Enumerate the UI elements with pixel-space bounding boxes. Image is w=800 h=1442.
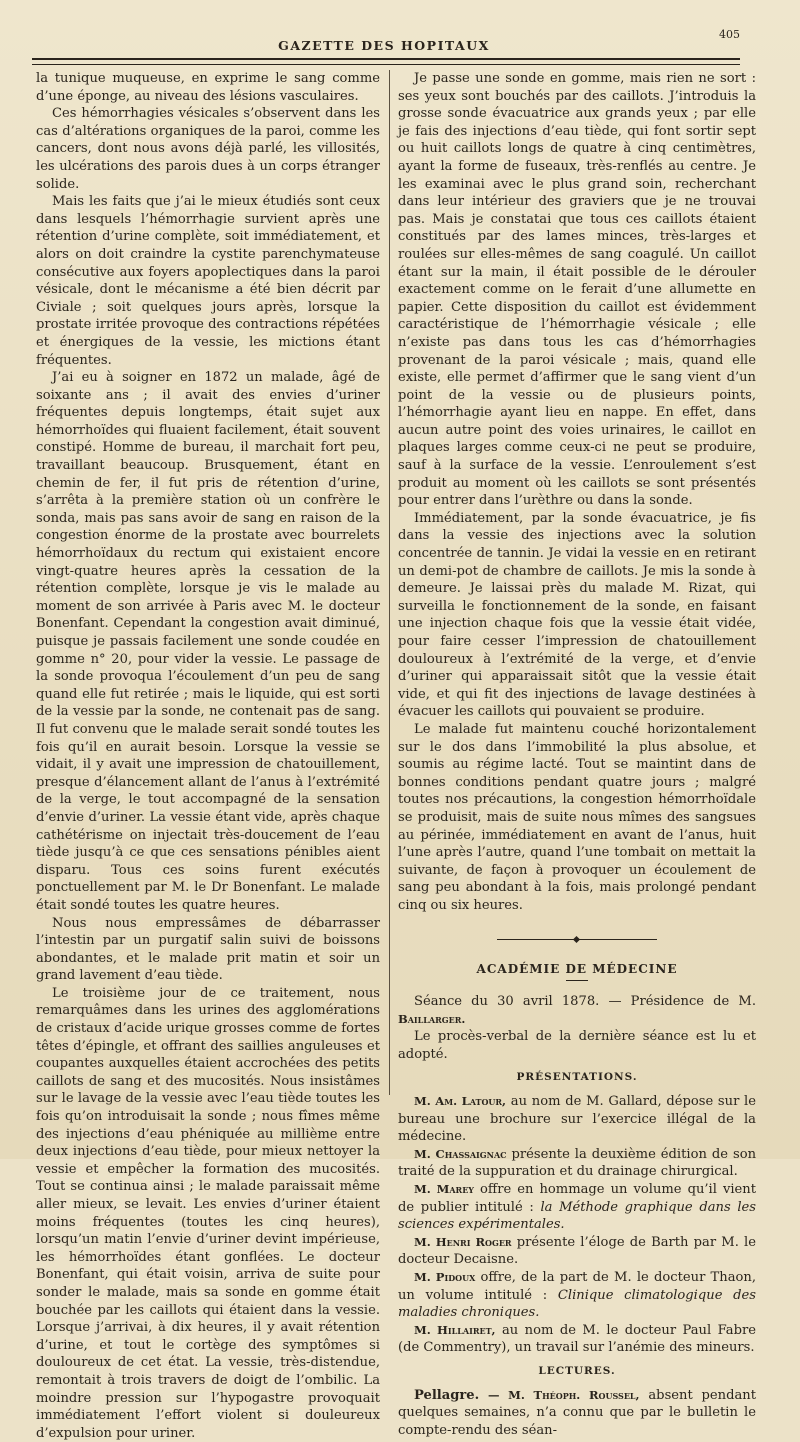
- lecture-item: [398, 1387, 756, 1440]
- separator-ornament: [573, 935, 580, 942]
- presentation-text: présente la deuxième édition de son traité de la suppuration et du drainage chirurgical.: [398, 1146, 757, 1180]
- presenter-name: M. Am. Latour,: [414, 1094, 507, 1109]
- presenter-name: M. Chassaignac: [414, 1146, 507, 1161]
- presentation-item: [398, 1093, 756, 1146]
- presenter-name: M. Marey: [414, 1182, 474, 1197]
- presenter-name: M. Henri Roger: [414, 1234, 512, 1249]
- page-number: 405: [719, 28, 740, 41]
- paragraph: Immédiatement, par la sonde évacuatrice, je fis dans la vessie des injections avec la solution concentrée de tannin. Je vidai la vessie en en retirant un demi-pot de chambre de caillots. Je mis la sonde à demeure. Je laissai près du malade M. Rizat, qui surveilla le fonctionnement de la sonde, en faisant une injection chaque fois que la vessie était vidée, pour faire cesser l’impression de chatouillement douloureux à l’extrémité de la verge, et d’envie d’uriner qui apparaissait sitôt que la vessie était vide, et qui fit des injections de lavage destinées à évacuer les caillots qui pouvaient se produire.: [398, 510, 756, 720]
- proces-verbal: Le procès-verbal de la dernière séance est lu et adopté.: [398, 1029, 756, 1062]
- heading-dash: [566, 980, 588, 981]
- header-rule-thin: [32, 64, 740, 65]
- president-name: Baillarger.: [398, 1011, 466, 1026]
- presenter-name: M. Pidoux: [414, 1270, 476, 1284]
- presentation-item: [398, 1322, 756, 1357]
- presentation-text: au nom de M. Gallard, dépose sur le bureau une brochure sur l’exercice illégal de la médecine.: [398, 1094, 756, 1145]
- left-column: [36, 70, 380, 1442]
- book-title: la Méthode graphique dans les sciences expérimentales.: [398, 1199, 756, 1233]
- presentation-item: [398, 1146, 756, 1181]
- book-title: Clinique climatologique des maladies chroniques.: [398, 1287, 756, 1321]
- seance-line: [398, 993, 756, 1028]
- presentation-item: [398, 1269, 756, 1322]
- lecture-text: absent pendant quelques semaines, n’a connu que par le bulletin le compte-rendu des séan-: [398, 1387, 756, 1438]
- paragraph: Ces hémorrhagies vésicales s’observent dans les cas d’altérations organiques de la paroi, comme les cancers, dont nous avons déjà parlé, les villosités, les ulcérations des parois dues à un corps étranger solide.: [36, 106, 380, 192]
- paragraph: Nous nous empressâmes de débarrasser l’intestin par un purgatif salin suivi de boissons abondantes, et le malade prit matin et soir un grand lavement d’eau tiède.: [36, 915, 380, 984]
- presentation-text: offre en hommage un volume qu’il vient de publier intitulé :: [398, 1182, 756, 1215]
- section-heading: ACADÉMIE DE MÉDECINE: [476, 961, 678, 976]
- presentation-text: présente l’éloge de Barth par M. le docteur Decaisne.: [398, 1234, 756, 1268]
- presentation-item: [398, 1181, 756, 1234]
- presenter-name: M. Hillairet,: [414, 1322, 496, 1337]
- paragraph: Mais les faits que j’ai le mieux étudiés sont ceux dans lesquels l’hémorrhagie survient après une rétention d’urine complète, soit immédiatement, et alors on doit craindre la cystite parenchymateuse consécutive aux foyers apoplectiques dans la paroi vésicale, dont le mécanisme a été bien décrit par Civiale ; soit quelques jours après, lorsque la prostate irritée provoque des contractions répétées et énergiques de la vessie, les mictions étant fréquentes.: [36, 194, 380, 368]
- paragraph: Le malade fut maintenu couché horizontalement sur le dos dans l’immobilité la plus absolue, et soumis au régime lacté. Tout se maintint dans de bonnes conditions pendant quatre jours ; malgré toutes nos précautions, la congestion hémorrhoïdale se produisit, mais de suite nous mîmes des sangsues au périnée, immédiatement en avant de l’anus, huit l’une après l’autre, quand l’une tombait on mettait la suivante, de façon à provoquer un écoulement de sang peu abondant à la fois, mais prolongé pendant cinq ou six heures.: [398, 721, 756, 913]
- presentations-heading: PRÉSENTATIONS.: [516, 1071, 638, 1084]
- right-column: [398, 70, 756, 1439]
- paragraph: Le troisième jour de ce traitement, nous remarquâmes dans les urines des agglomérations de cristaux d’acide urique grosses comme de fortes têtes d’épingle, et offrant des saillies anguleuses et coupantes auxquelles étaient accrochées des petits caillots de sang et des mucosités. Nous insistâmes sur le lavage de la vessie avec l’eau tiède toutes les fois qu’on introduisait la sonde ; nous fîmes même des injections d’eau phéniquée au millième entre deux injections d’eau tiède, pour mieux nettoyer la vessie et empêcher la formation des mucosités. Tout se continua ainsi ; le malade paraissait même aller mieux, se levait. Les envies d’uriner étaient moins fréquentes (toutes les cinq heures), lorsqu’un matin l’envie d’uriner devint impérieuse, les hémorrhoïdes étant gonflées. Le docteur Bonenfant, qui était voisin, arriva de suite pour sonder le malade, mais sa sonde en gomme était bouchée par les caillots qui étaient dans la vessie. Lorsque j’arrivai, à dix heures, il y avait rétention d’urine, et tout le cortège des symptômes si douloureux de cet état. La vessie, très-distendue, remontait à trois travers de doigt de l’ombilic. La moindre pression sur l’hypogastre provoquait immédiatement l’effort violent si douleureux d’expulsion pour uriner.: [36, 985, 380, 1441]
- journal-title: GAZETTE DES HOPITAUX: [278, 38, 490, 53]
- paragraph: Je passe une sonde en gomme, mais rien ne sort : ses yeux sont bouchés par des caillots. J’introduis la grosse sonde évacuatrice aux grands yeux ; par elle je fais des injections d’eau tiède, qui font sortir sept ou huit caillots longs de quatre à cinq centimètres, ayant la forme de fuseaux, très-renflés au centre. Je les examinai avec le plus grand soin, recherchant dans leur intérieur des graviers que je ne trouvai pas. Mais je constatai que tous ces caillots étaient constitués par des lames minces, très-larges et roulées sur elles-mêmes de sang coagulé. Un caillot étant sur la main, il était possible de le dérouler exactement comme on le ferait d’une allumette en papier. Cette disposition du caillot est évidemment caractéristique de l’hémorrhagie vésicale ; elle n’existe pas dans tous les cas d’hémorrhagies provenant de la paroi vésicale ; mais, quand elle existe, elle permet d’affirmer que le sang vient d’un point de la vessie ou de plusieurs points, l’hémorrhagie ayant lieu en nappe. En effet, dans aucun autre point des voies urinaires, le caillot en plaques larges comme ceux-ci ne peut se produire, sauf à la surface de la vessie. L’enroulement s’est produit au moment où les caillots se sont présentés pour entrer dans l’urèthre ou dans la sonde.: [398, 71, 756, 509]
- section-separator: [497, 937, 657, 943]
- paragraph: J’ai eu à soigner en 1872 un malade, âgé de soixante ans ; il avait des envies d’uriner fréquentes depuis longtemps, était sujet aux hémorrhoïdes qui fluaient facilement, était souvent constipé. Homme de bureau, il marchait fort peu, travaillant beaucoup. Brusquement, étant en chemin de fer, il fut pris de rétention d’urine, s’arrêta à la première station où un confrère le sonda, mais pas sans avoir de sang en raison de la congestion énorme de la prostate avec bourrelets hémorrhoïdaux du rectum qui existaient encore vingt-quatre heures après la cessation de la rétention complète, lorsque je vis le malade au moment de son arrivée à Paris avec M. le docteur Bonenfant. Cependant la congestion avait diminué, puisque je passais facilement une sonde coudée en gomme n° 20, pour vider la vessie. Le passage de la sonde provoqua l’écoulement d’un peu de sang quand elle fut retirée ; mais le liquide, qui est sorti de la vessie par la sonde, ne contenait pas de sang. Il fut convenu que le malade serait sondé toutes les fois qu’il en aurait besoin. Lorsque la vessie se vidait, il y avait une impression de chatouillement, presque d’élancement allant de l’anus à l’extrémité de la verge, le tout accompagné de la sensation d’envie d’uriner. La vessie étant vide, après chaque cathétérisme on injectait très-doucement de l’eau tiède jusqu’à ce que ces sensations pénibles aient disparu. Tous ces soins furent exécutés ponctuellement par M. le Dr Bonenfant. Le malade était sondé toutes les quatre heures.: [36, 370, 380, 913]
- presentation-item: [398, 1234, 756, 1269]
- header-rule: [32, 58, 740, 60]
- paragraph: la tunique muqueuse, en exprime le sang comme d’une éponge, au niveau des lésions vasculaires.: [36, 71, 380, 104]
- lecture-author: — M. Théoph. Roussel,: [488, 1387, 640, 1402]
- lectures-heading: LECTURES.: [538, 1364, 616, 1377]
- page-header: [28, 28, 740, 58]
- column-divider: [389, 70, 390, 1095]
- seance-text: Séance du 30 avril 1878. — Présidence de M.: [414, 994, 756, 1010]
- presentation-text: au nom de M. le docteur Paul Fabre (de Commentry), un travail sur l’anémie des mineurs.: [398, 1322, 757, 1356]
- lecture-title: Pellagre.: [414, 1387, 480, 1403]
- presentation-text: offre, de la part de M. le docteur Thaon, un volume intitulé :: [398, 1270, 757, 1303]
